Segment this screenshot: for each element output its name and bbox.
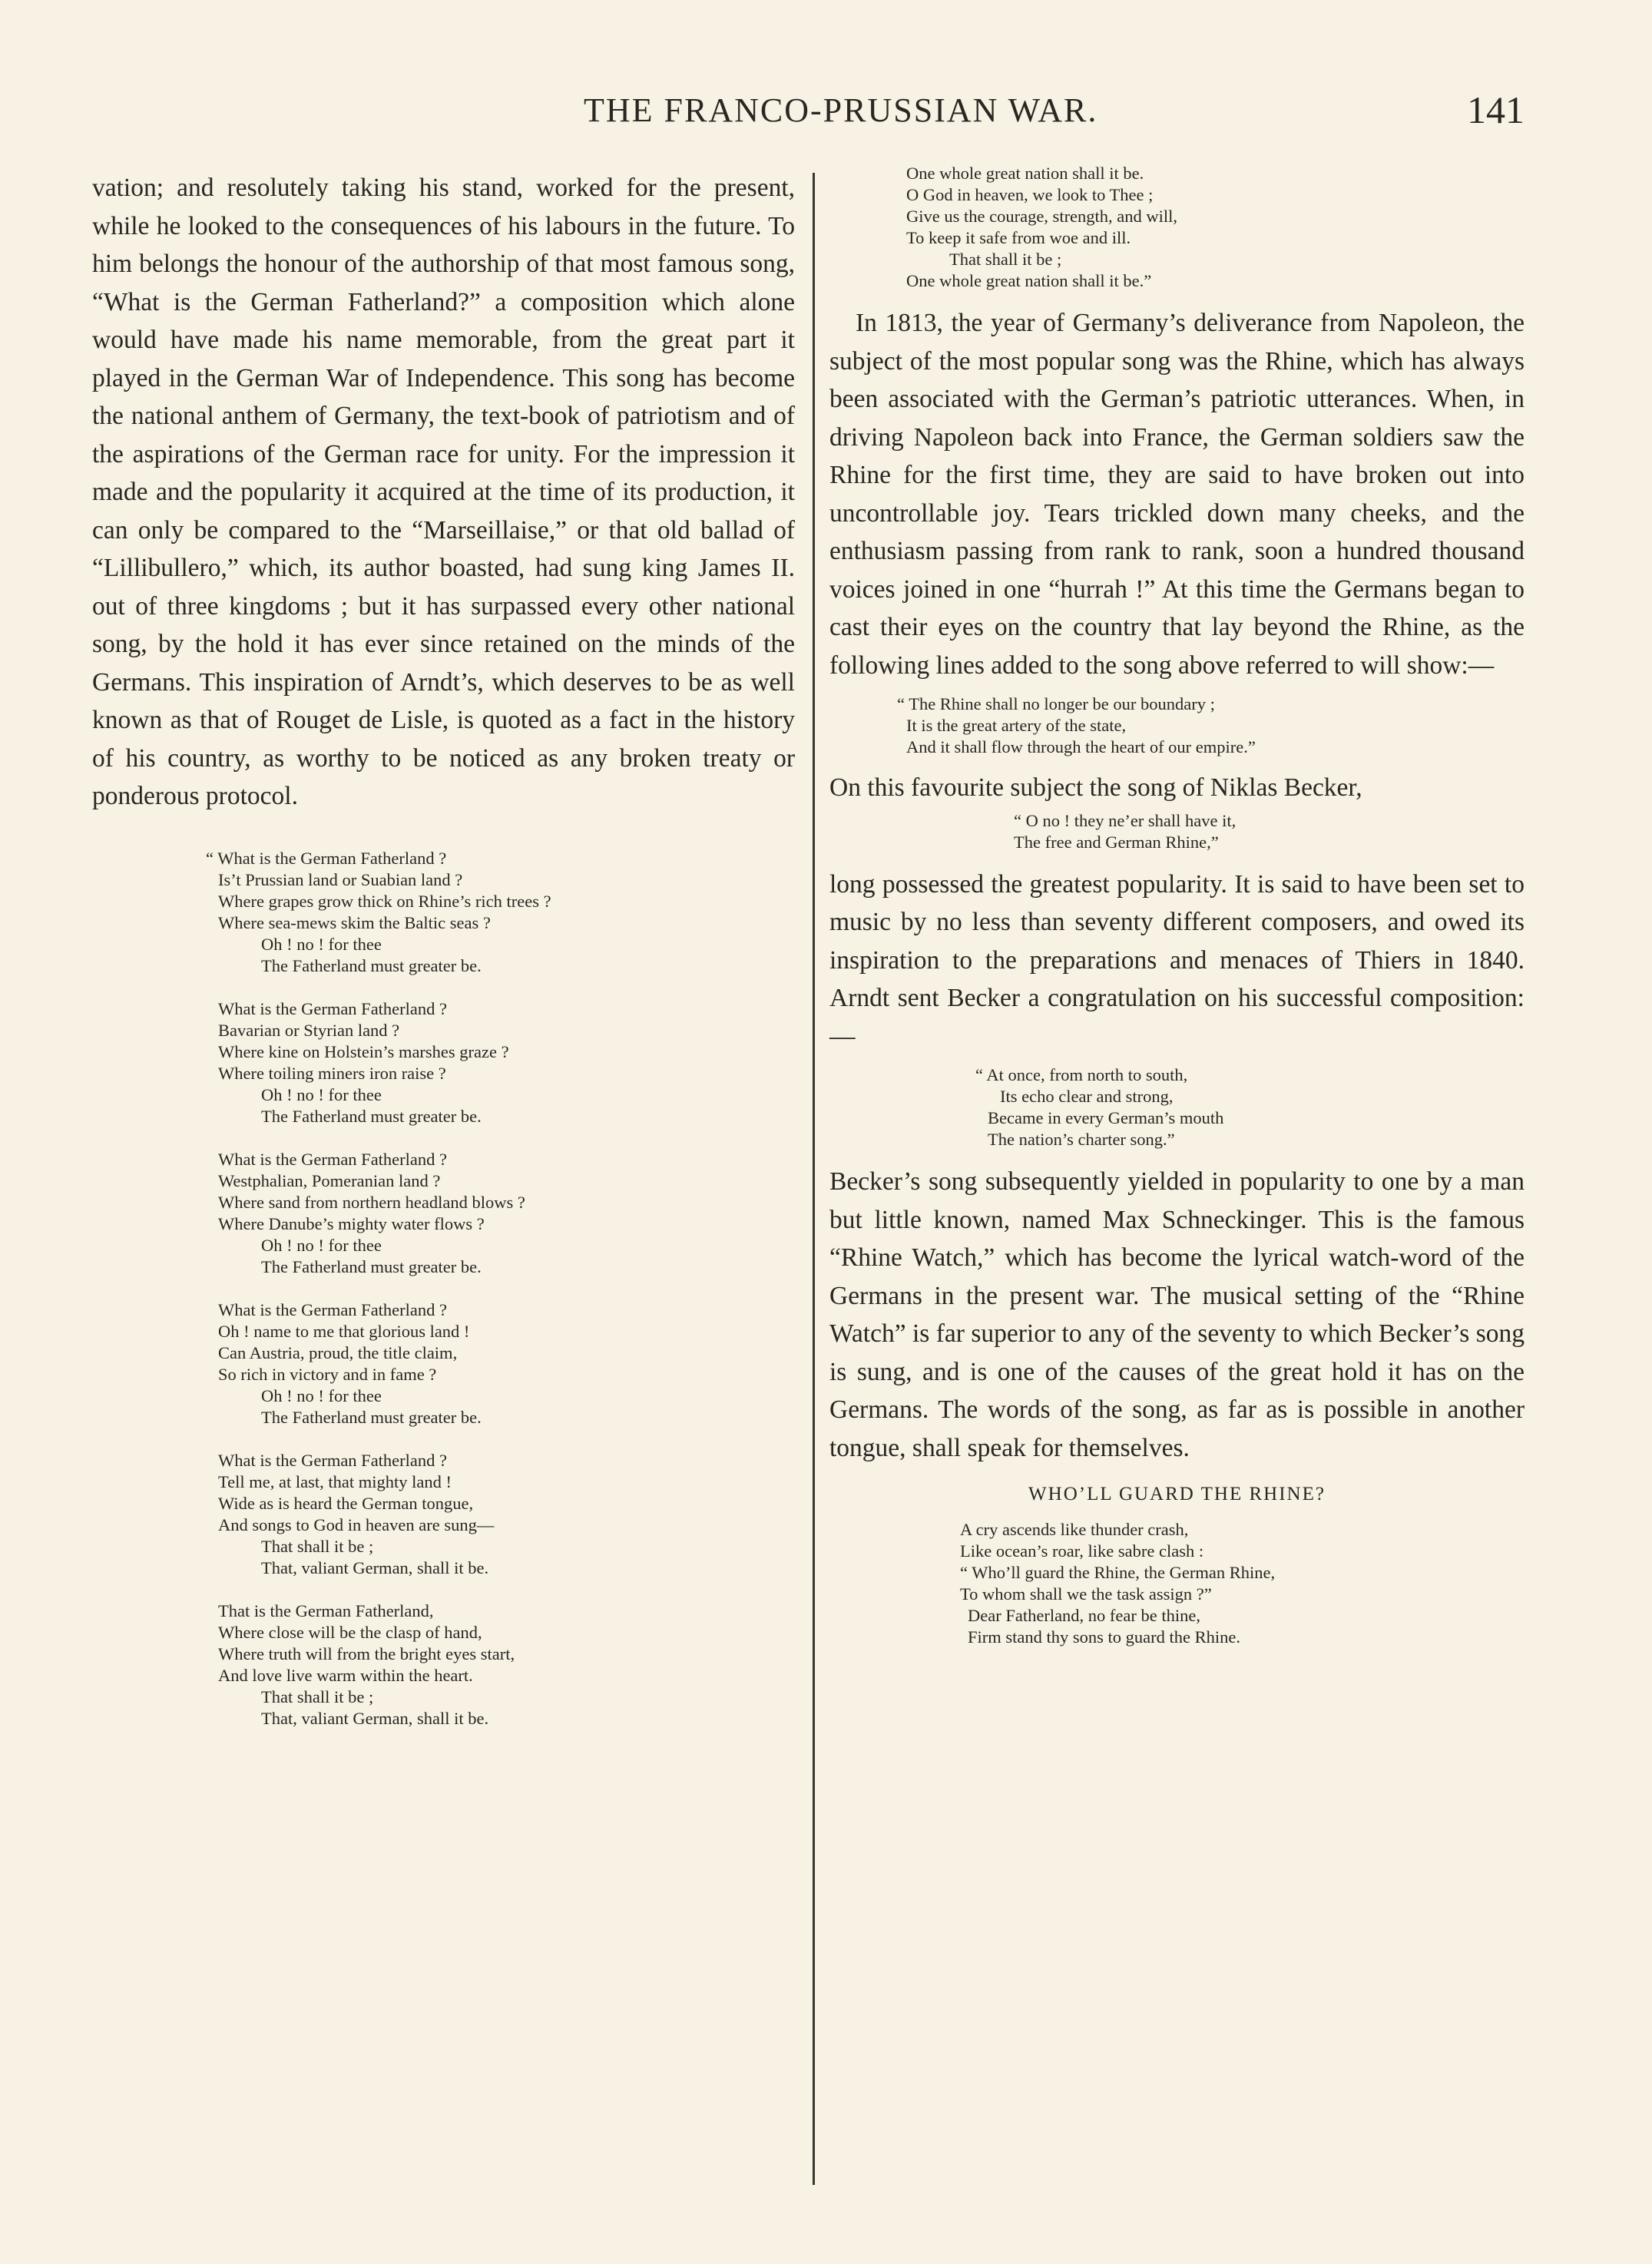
poem-line: What is the German Fatherland ? xyxy=(218,998,448,1018)
song-line: To whom shall we the task assign ?” xyxy=(960,1584,1212,1604)
poem-line: One whole great nation shall it be. xyxy=(906,164,1144,183)
poem-line: Give us the courage, strength, and will, xyxy=(906,207,1178,226)
left-paragraph-1: vation; and resolutely taking his stand, worked for the present, while he looked to the consequences of his labours in the future. To him belongs the honour of the authorship of that most famous song, “What is the German Fatherland?” a composition which alone would have made his name memorable, from the great part it played in the German War of Independence. This song has become the national anthem of Germany, the text-book of patriotism and of the aspirations of the German race for unity. For the impression it made and the popularity it acquired at the time of its production, it can only be compared to the “Marseillaise,” or that old ballad of “Lillibullero,” which, its author boasted, had sung king James II. out of three kingdoms ; but it has surpassed every other national song, by the hold it has ever since retained on the minds of the Germans. This inspiration of Arndt’s, which deserves to be as well known as that of Rouget de Lisle, is quoted as a fact in the history of his country, as worthy to be noticed as any broken treaty or ponderous protocol. xyxy=(92,174,795,810)
poem-stanza-2 xyxy=(206,998,795,1127)
poem-line: The Fatherland must greater be. xyxy=(261,1256,482,1276)
arndt-quote xyxy=(975,1064,1525,1150)
page-header xyxy=(0,88,1652,137)
poem-stanza-6 xyxy=(206,1600,795,1729)
poem-continued xyxy=(906,163,1525,292)
poem-line: Oh ! name to me that glorious land ! xyxy=(218,1321,470,1341)
becker-quote xyxy=(1014,810,1525,853)
poem-line: Oh ! no ! for thee xyxy=(261,1235,382,1255)
poem-line: That shall it be ; xyxy=(261,1686,374,1706)
poem-line: Oh ! no ! for thee xyxy=(261,934,382,954)
poem-stanza-7 xyxy=(906,163,1525,292)
poem-line: Where Danube’s mighty water flows ? xyxy=(218,1213,485,1233)
poem-line: One whole great nation shall it be.” xyxy=(906,271,1152,290)
poem-line: Can Austria, proud, the title claim, xyxy=(218,1342,458,1362)
quote-line: And it shall flow through the heart of our empire.” xyxy=(906,737,1256,756)
poem-line: That shall it be ; xyxy=(261,1536,374,1556)
poem-line: What is the German Fatherland ? xyxy=(218,1299,448,1319)
quote-stanza xyxy=(1014,810,1525,853)
poem-line: Tell me, at last, that mighty land ! xyxy=(218,1471,452,1491)
poem-line: The Fatherland must greater be. xyxy=(261,1407,482,1427)
poem-line: That, valiant German, shall it be. xyxy=(261,1708,489,1728)
poem-stanza-4 xyxy=(206,1299,795,1428)
poem-line: Is’t Prussian land or Suabian land ? xyxy=(218,869,463,889)
poem-line: That, valiant German, shall it be. xyxy=(261,1557,489,1577)
poem-line: What is the German Fatherland ? xyxy=(218,1450,448,1470)
poem-line: That is the German Fatherland, xyxy=(218,1600,434,1620)
poem-line: To keep it safe from woe and ill. xyxy=(906,228,1131,247)
poem-line: Bavarian or Styrian land ? xyxy=(218,1020,400,1040)
poem-line: That shall it be ; xyxy=(949,250,1062,269)
right-paragraph-4: Becker’s song subsequently yielded in popularity to one by a man but little known, named Max Schneckinger. This is the famous “Rhine Watch,” which has become the lyrical watch-word of the Germans in the present war. The musical setting of the “Rhine Watch” is far superior to any of the seventy to which Becker’s song is sung, and is one of the causes of the great hold it has on the Germans. The words of the song, as far as is possible in another tongue, shall speak for themselves. xyxy=(829,1167,1525,1462)
poem-line: “ What is the German Fatherland ? xyxy=(206,848,447,868)
quote-line: “ O no ! they ne’er shall have it, xyxy=(1014,810,1237,830)
poem-line: Where sea-mews skim the Baltic seas ? xyxy=(218,912,491,932)
right-column xyxy=(829,164,1525,1648)
quote-line: The free and German Rhine,” xyxy=(1014,832,1219,852)
quote-line: Became in every German’s mouth xyxy=(988,1108,1224,1127)
poem-line: Oh ! no ! for thee xyxy=(261,1084,382,1104)
poem-stanza-5 xyxy=(206,1450,795,1579)
poem-line: Where kine on Holstein’s marshes graze ? xyxy=(218,1041,509,1061)
rhine-watch-song xyxy=(960,1519,1525,1648)
poem-line: And love live warm within the heart. xyxy=(218,1665,473,1685)
left-column xyxy=(92,169,795,1729)
poem-line: The Fatherland must greater be. xyxy=(261,1106,482,1126)
poem-line: Where toiling miners iron raise ? xyxy=(218,1063,446,1083)
quote-stanza xyxy=(897,693,1525,758)
right-paragraph-2: On this favourite subject the song of Niklas Becker, xyxy=(829,773,1362,802)
quote-line: “ At once, from north to south, xyxy=(975,1065,1188,1084)
fatherland-poem xyxy=(206,848,795,1729)
quote-line: “ The Rhine shall no longer be our boundary ; xyxy=(897,694,1215,713)
page-number: 141 xyxy=(1467,88,1525,131)
quote-stanza xyxy=(975,1064,1525,1150)
column-divider xyxy=(813,173,815,2185)
poem-line: What is the German Fatherland ? xyxy=(218,1149,448,1169)
poem-line: Where truth will from the bright eyes start, xyxy=(218,1643,515,1663)
quote-line: The nation’s charter song.” xyxy=(988,1130,1175,1149)
right-paragraph-1: In 1813, the year of Germany’s deliverance from Napoleon, the subject of the most popular song was the Rhine, which has always been associated with the German’s patriotic utterances. When, in driving Napoleon back into France, the German soldiers saw the Rhine for the first time, they are said to have broken out into uncontrollable joy. Tears trickled down many cheeks, and the enthusiasm passing from rank to rank, soon a hundred thousand voices joined in one “hurrah !” At this time the Germans began to cast their eyes on the country that lay beyond the Rhine, as the following lines added to the song above referred to will show:— xyxy=(829,309,1525,680)
poem-stanza-1 xyxy=(206,848,795,977)
poem-line: Where close will be the clasp of hand, xyxy=(218,1622,482,1642)
song-line: “ Who’ll guard the Rhine, the German Rhine, xyxy=(960,1563,1276,1582)
poem-line: The Fatherland must greater be. xyxy=(261,955,482,975)
quote-line: It is the great artery of the state, xyxy=(906,716,1127,735)
song-line: Firm stand thy sons to guard the Rhine. xyxy=(968,1627,1240,1647)
poem-line: Westphalian, Pomeranian land ? xyxy=(218,1170,441,1190)
poem-stanza-3 xyxy=(206,1149,795,1278)
poem-line: So rich in victory and in fame ? xyxy=(218,1364,437,1384)
quote-line: Its echo clear and strong, xyxy=(1000,1087,1174,1106)
running-title: THE FRANCO-PRUSSIAN WAR. xyxy=(584,91,1098,129)
song-title: WHO’LL GUARD THE RHINE? xyxy=(1028,1484,1326,1504)
rhine-boundary-quote xyxy=(897,693,1525,758)
poem-line: Wide as is heard the German tongue, xyxy=(218,1493,474,1513)
right-paragraph-3: long possessed the greatest popularity. It is said to have been set to music by no less than seventy different composers, and owed its inspiration to the preparations and menaces of Thiers in 1840. Arndt sent Becker a congratulation on his successful composition:— xyxy=(829,869,1525,1051)
song-line: A cry ascends like thunder crash, xyxy=(960,1520,1189,1539)
poem-line: And songs to God in heaven are sung— xyxy=(218,1514,495,1534)
poem-line: Where grapes grow thick on Rhine’s rich trees ? xyxy=(218,891,551,911)
song-line: Dear Fatherland, no fear be thine, xyxy=(968,1606,1200,1625)
poem-line: O God in heaven, we look to Thee ; xyxy=(906,185,1154,204)
poem-line: Where sand from northern headland blows ? xyxy=(218,1192,525,1212)
poem-line: Oh ! no ! for thee xyxy=(261,1385,382,1405)
song-line: Like ocean’s roar, like sabre clash : xyxy=(960,1541,1204,1561)
song-stanza-1 xyxy=(960,1519,1525,1648)
